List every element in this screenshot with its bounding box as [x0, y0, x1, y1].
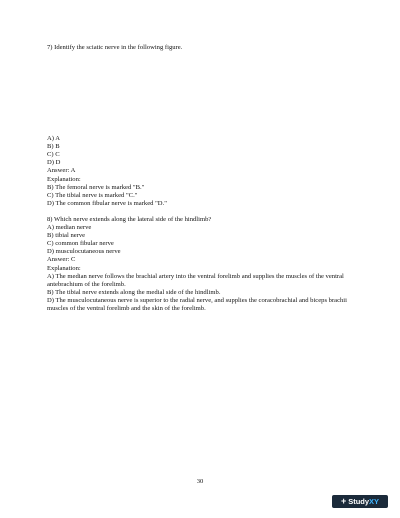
brand-xy: XY: [369, 497, 380, 506]
studyxy-logo[interactable]: [332, 495, 388, 508]
q7-explanation-c: C) The tibial nerve is marked "C.": [47, 191, 138, 199]
q7-option-a: A) A: [47, 135, 61, 143]
plus-icon: +: [340, 496, 347, 506]
q8-option-c: C) common fibular nerve: [47, 240, 114, 248]
q7-explanation-d: D) The common fibular nerve is marked "D.": [47, 199, 167, 207]
q7-option-c: C) C: [47, 151, 60, 159]
question-7-text: 7) Identify the sciatic nerve in the following figure.: [47, 44, 183, 51]
q8-explanation-b: B) The tibial nerve extends along the medial side of the hindlimb.: [47, 288, 221, 296]
q8-option-a: A) median nerve: [47, 224, 92, 232]
spacer: [47, 208, 367, 216]
q7-option-d: D) D: [47, 159, 61, 167]
q8-explanation-a: A) The median nerve follows the brachial artery into the ventral forelimb and supplies the muscles of the ventral antebrachium of the forelimb.: [47, 272, 344, 288]
q7-explanation-b: B) The femoral nerve is marked "B.": [47, 183, 145, 191]
q7-answer: Answer: A: [47, 167, 76, 175]
page-number: 30: [196, 478, 204, 485]
figure-placeholder: [47, 52, 367, 135]
q8-option-d: D) musculocutaneous nerve: [47, 248, 121, 256]
brand-study: Study: [348, 497, 370, 506]
q7-option-b: B) B: [47, 143, 60, 151]
q8-answer: Answer: C: [47, 256, 76, 264]
q8-explanation-label: Explanation:: [47, 264, 81, 272]
q8-explanation-d: D) The musculocutaneous nerve is superior to the radial nerve, and supplies the coracobrachial and biceps brachii muscles of the ventral forelimb and the skin of the forelimb.: [47, 296, 347, 312]
question-8-text: 8) Which nerve extends along the lateral side of the hindlimb?: [47, 215, 212, 223]
document-page: [47, 44, 367, 313]
q7-explanation-label: Explanation:: [47, 175, 81, 183]
q8-option-b: B) tibial nerve: [47, 232, 86, 240]
